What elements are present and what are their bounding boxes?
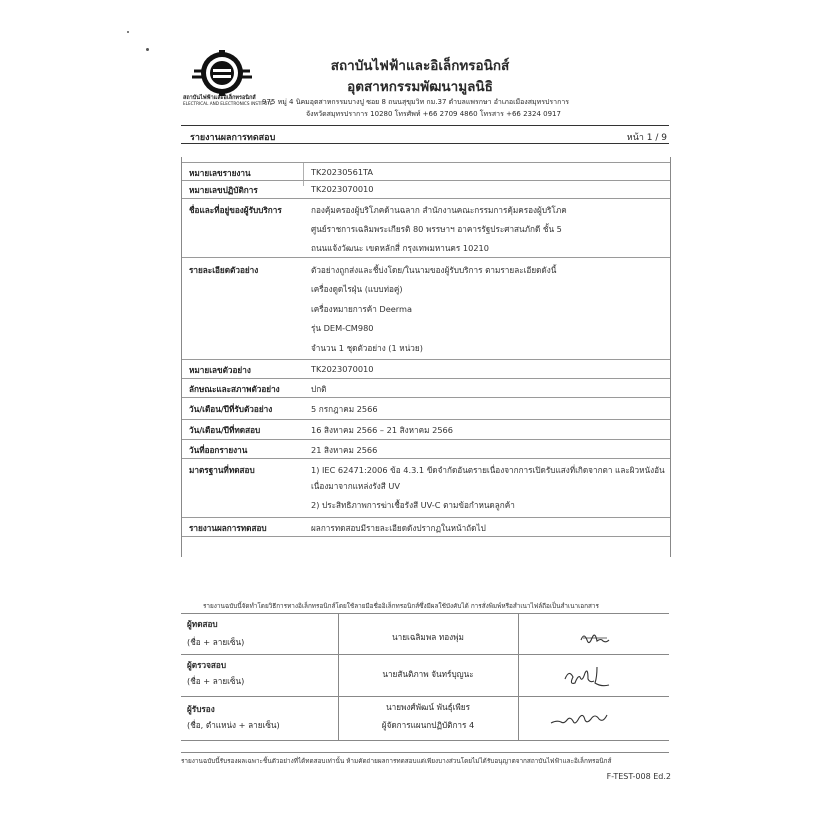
table-row (182, 162, 670, 178)
address-line-2: จังหวัดสมุทรปราการ 10280 โทรศัพท์ +66 2709 4860 โทรสาร +66 2324 0917 (306, 110, 561, 118)
sample-line-3: เครื่องหมายการค้า Deerma (311, 304, 413, 314)
reviewer-role: ผู้ตรวจสอบ (187, 660, 227, 670)
client-line-1: กองคุ้มครองผู้บริโภคด้านฉลาก สำนักงานคณะกรรมการคุ้มครองผู้บริโภค (311, 205, 567, 215)
reviewer-row (181, 654, 669, 686)
table-row (182, 397, 670, 414)
table-row (182, 439, 670, 455)
approver-signature (521, 699, 669, 739)
electronic-signature-disclaimer: รายงานฉบับนี้จัดทำโดยวิธีการทางอิเล็กทรอนิกส์โดยใช้ลายมือชื่ออิเล็กทรอนิกส์ซึ่งมีผลใช้บังคับได้ การสั่งพิมพ์หรือสำเนาไฟล์ถือเป็นสำเนาเอกสาร (203, 602, 599, 610)
tester-role: ผู้ทดสอบ (187, 619, 218, 629)
operation-no-value: TK2023070010 (311, 184, 374, 194)
tester-note: (ชื่อ + ลายเซ็น) (187, 637, 245, 647)
table-row (182, 419, 670, 435)
operation-no-label: หมายเลขปฏิบัติการ (189, 185, 258, 195)
approver-note: (ชื่อ, ตำแหน่ง + ลายเซ็น) (187, 720, 280, 730)
scan-speck (127, 31, 129, 33)
sample-no-value: TK2023070010 (311, 364, 374, 374)
result-label: รายงานผลการทดสอบ (189, 523, 267, 533)
scan-speck (146, 48, 149, 51)
client-line-2: ศูนย์ราชการเฉลิมพระเกียรติ 80 พรรษาฯ อาคารรัฐประศาสนภักดี ชั้น 5 (311, 224, 562, 234)
standard-label: มาตรฐานที่ทดสอบ (189, 465, 255, 475)
report-no-label: หมายเลขรายงาน (189, 168, 251, 178)
signature-table (181, 613, 669, 741)
standard-line-2: เนื่องมาจากแหล่งรังสี UV (311, 481, 400, 491)
table-row (182, 359, 670, 375)
column-divider (518, 614, 519, 740)
table-row (182, 517, 670, 533)
table-row (182, 378, 670, 394)
sample-line-5: จำนวน 1 ชุดตัวอย่าง (1 หน่วย) (311, 343, 423, 353)
tester-name: นายเฉลิมพล ทองพุ่ม (392, 632, 464, 642)
received-date-value: 5 กรกฎาคม 2566 (311, 404, 378, 414)
address-line-1: 975 หมู่ 4 นิคมอุตสาหกรรมบางปู ซอย 8 ถนนสุขุมวิท กม.37 ตำบลแพรกษา อำเภอเมืองสมุทรปราการ (262, 98, 570, 106)
sample-detail-label: รายละเอียดตัวอย่าง (189, 265, 259, 275)
table-row-empty (182, 536, 670, 537)
issue-date-label: วันที่ออกรายงาน (189, 445, 248, 455)
page-number: หน้า 1 / 9 (626, 133, 667, 143)
logo-caption-thai: สถาบันไฟฟ้าและอิเล็กทรอนิกส์ (183, 95, 256, 101)
approver-name: นายพงศ์พัฒน์ พันธุ์เพียร (386, 702, 470, 712)
table-row (182, 180, 670, 195)
client-line-3: ถนนแจ้งวัฒนะ เขตหลักสี่ กรุงเทพมหานคร 10210 (311, 243, 489, 253)
sample-no-label: หมายเลขตัวอย่าง (189, 365, 251, 375)
form-number: F-TEST-008 Ed.2 (606, 772, 671, 781)
approver-row (181, 696, 669, 730)
report-details-table (181, 157, 671, 557)
test-date-label: วัน/เดือน/ปีที่ทดสอบ (189, 425, 261, 435)
received-date-label: วัน/เดือน/ปีที่รับตัวอย่าง (189, 404, 273, 414)
header-rule (181, 125, 669, 126)
approver-role: ผู้รับรอง (187, 704, 215, 714)
reviewer-name: นายสันติภาพ จันทร์บุญนะ (382, 669, 474, 679)
column-divider (303, 162, 304, 186)
test-date-value: 16 สิงหาคม 2566 – 21 สิงหาคม 2566 (311, 425, 453, 435)
client-label: ชื่อและที่อยู่ของผู้รับบริการ (189, 205, 282, 215)
approver-title: ผู้จัดการแผนกปฏิบัติการ 4 (381, 720, 475, 730)
condition-label: ลักษณะและสภาพตัวอย่าง (189, 384, 280, 394)
sample-line-4: รุ่น DEM-CM980 (311, 323, 374, 333)
title-rule (181, 143, 669, 144)
footer-note: รายงานฉบับนี้รับรองผลเฉพาะชิ้นตัวอย่างที่ได้ทดสอบเท่านั้น ห้ามคัดถ่ายผลการทดสอบแต่เพียงบางส่วนโดยไม่ได้รับอนุญาตจากสถาบันไฟฟ้าและอิเล็กทรอนิกส์ (181, 757, 612, 765)
table-row (182, 257, 670, 353)
table-row (182, 198, 670, 253)
tester-signature (521, 618, 669, 658)
standard-line-1: 1) IEC 62471:2006 ข้อ 4.3.1 ขีดจำกัดอันตรายเนื่องจากการเปิดรับแสงที่เกิดจากตา และผิวหนังอัน (311, 465, 665, 475)
sample-line-2: เครื่องดูดไรฝุ่น (แบบท่อคู่) (311, 284, 403, 294)
footer-rule (181, 752, 669, 753)
reviewer-note: (ชื่อ + ลายเซ็น) (187, 676, 245, 686)
institute-ministry: อุตสาหกรรมพัฒนามูลนิธิ (347, 79, 493, 95)
sample-line-1: ตัวอย่างถูกส่งและชี้บ่งโดย/ในนามของผู้รับบริการ ตามรายละเอียดดังนี้ (311, 265, 557, 275)
report-no-value: TK20230561TA (311, 167, 374, 177)
issue-date-value: 21 สิงหาคม 2566 (311, 445, 378, 455)
result-value: ผลการทดสอบมีรายละเอียดดังปรากฏในหน้าถัดไป (311, 523, 486, 533)
report-title: รายงานผลการทดสอบ (190, 133, 276, 143)
table-row (182, 458, 670, 510)
standard-line-3: 2) ประสิทธิภาพการฆ่าเชื้อรังสี UV-C ตามข้อกำหนดลูกค้า (311, 500, 515, 510)
logo-caption-english: ELECTRICAL AND ELECTRONICS INSTITUTE (183, 101, 273, 106)
reviewer-signature (521, 657, 669, 697)
condition-value: ปกติ (311, 384, 327, 394)
institute-name: สถาบันไฟฟ้าและอิเล็กทรอนิกส์ (330, 58, 510, 74)
